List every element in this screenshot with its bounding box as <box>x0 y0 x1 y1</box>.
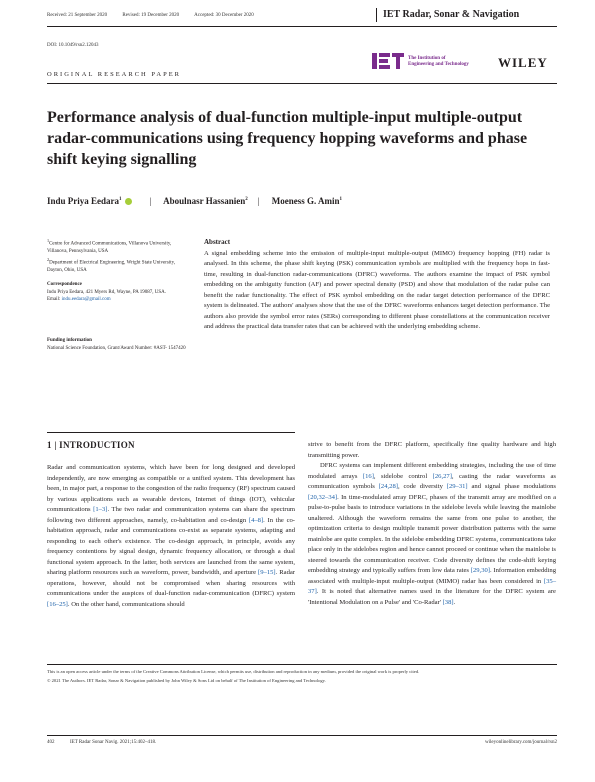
text-run: DFRC systems can implement different embedding strategies, including the use of time modulated arrays <box>308 462 556 480</box>
copyright-text: © 2021 The Authors. IET Radar, Sonar & Navigation published by John Wiley & Sons Ltd on behalf of The Institution of Engineering and Technology. <box>47 678 326 683</box>
text-run: . It is noted that alternative names used in the literature for the DFRC system are 'Intentional Modulation on a Pulse' and 'Co-Radar' <box>308 588 556 606</box>
footer-rule <box>47 735 557 736</box>
author-name: Moeness G. Amin <box>271 196 340 206</box>
funding-block <box>47 337 187 352</box>
citation-link[interactable]: [1–3] <box>93 506 108 513</box>
section-heading: 1 | INTRODUCTION <box>47 440 135 450</box>
submission-dates <box>47 13 377 18</box>
license-footnote <box>47 668 557 684</box>
affiliation-text: Department of Electrical Engineering, Wright State University, Dayton, Ohio, USA <box>47 260 176 274</box>
citation-link[interactable]: [9–15] <box>258 569 276 576</box>
affiliation-text: Centre for Advanced Communications, Villanova University, Villanova, Pennsylvania, USA <box>47 241 172 255</box>
footnote-rule <box>47 664 557 665</box>
paper-title: Performance analysis of dual-function multiple-input multiple-output radar-communications using frequency hopping waveforms and phase shift keying signalling <box>47 109 528 168</box>
text-run: . Information embedding associated with multiple-input multiple-output (MIMO) radar has been considered in <box>308 567 556 585</box>
iet-logo-line2: Engineering and Technology <box>408 62 469 67</box>
body-column-right <box>308 440 556 608</box>
abstract <box>204 237 550 333</box>
affiliation-1 <box>47 237 187 256</box>
author-affiliation-sup: 1 <box>339 197 343 202</box>
header-divider <box>376 8 377 22</box>
iet-logo-text <box>408 56 469 68</box>
citation-link[interactable]: [38] <box>442 598 454 606</box>
author-name: Indu Priya Eedara <box>47 196 120 206</box>
iet-logo-line1: The Institution of <box>408 56 446 61</box>
author-affiliation-sup: 1 <box>119 197 122 202</box>
citation-link[interactable]: [26,27] <box>432 472 452 480</box>
correspondence-address: Indu Priya Eedara, 421 Myers Rd, Wayne, PA 19087, USA. <box>47 289 167 295</box>
citation-link[interactable]: [29–31] <box>446 483 468 490</box>
section-label-rule <box>47 83 557 84</box>
correspondence-heading: Correspondence <box>47 282 82 287</box>
iet-logo-icon <box>372 53 404 69</box>
wiley-logo: WILEY <box>498 55 548 70</box>
journal-name: IET Radar, Sonar & Navigation <box>383 9 520 20</box>
citation-link[interactable]: [4–8] <box>248 516 264 524</box>
page-number: 402 <box>47 740 55 745</box>
text-run: , casting the radar waveforms as communication symbols <box>308 472 556 490</box>
orcid-icon[interactable] <box>125 198 132 205</box>
author-name: Aboulnasr Hassanien <box>163 196 246 206</box>
affiliation-sup: 2 <box>47 257 50 262</box>
text-run: and signal phase modulations <box>467 483 556 490</box>
author-list <box>47 196 342 206</box>
text-run: Radar and communication systems, which have been for long designed and developed independently, are now emerging as compatible or a unified system. This development has been, in major part, a response to the congestion of the radio frequency (RF) spectrum caused by various applications such as wearable devices, Internet of things (IOT), vehicular communications <box>47 464 295 513</box>
affiliation-2 <box>47 256 187 275</box>
email-label: Email: <box>47 297 62 302</box>
citation-link[interactable]: [29,30] <box>470 567 490 574</box>
citation-link[interactable]: [16–25] <box>47 600 68 608</box>
correspondence-email <box>47 296 187 304</box>
journal-url[interactable]: wileyonlinelibrary.com/journal/rsn2 <box>484 740 557 745</box>
paragraph <box>47 463 295 610</box>
citation-link[interactable]: [20,32–34] <box>308 493 338 501</box>
text-run: . In the co-habitation approach, radar and communications co-exist as separate systems, adapting and responding to each other's existence. The co-design approach, in principle, avoids any frequency contentions by signal design, dynamic frequency allocation, or through a dual functional system approach. In the latter, both services are launched from the same system, sharing platform resources such as waveform, power, bandwidth, and aperture <box>47 516 295 576</box>
revised-date: Revised: 19 December 2020 <box>122 13 180 18</box>
license-text: This is an open access article under the terms of the Creative Commons Attribution License, which permits use, distribution and reproduction in any medium, provided the original work is properly cited. <box>47 669 420 674</box>
text-run: , sidelobe control <box>373 472 433 480</box>
abstract-heading: Abstract <box>204 238 231 246</box>
abstract-text: A signal embedding scheme into the emission of multiple-input multiple-output (MIMO) frequency hopping (FH) radar is analysed. In this scheme, the phase shift keying (PSK) communication symbols are multiplied with the frequency hops in fast-time, resulting in dual-function radar-communications (DFRC) waveforms. The authors examine the impact of PSK symbol embedding on the ambiguity function (AF) and power spectral density (PSD) and show that modulation of the radar pulse can benefit the radar functionality. The effect of PSK symbol embedding on the radar target detection performance of the DFRC system is delineated. The authors' analyses show that the use of the DFRC waveforms enhances target detection performance. The authors also provide the symbol error rates (SERs) corresponding to different phase constellations at the communication receiver and address the practical data transfer rates that can be achieved with the underlying embedding scheme. <box>204 249 550 330</box>
citation-link[interactable]: [24,28] <box>378 483 398 490</box>
header-rule <box>47 26 557 27</box>
text-run: , code diversity <box>397 483 447 490</box>
correspondence-block <box>47 281 187 304</box>
received-date: Received: 21 September 2020 <box>47 13 108 18</box>
citation-link[interactable]: [35–37] <box>308 577 556 595</box>
journal-citation: IET Radar Sonar Navig. 2021;15:402–418. <box>70 740 157 745</box>
text-run: . <box>453 598 456 606</box>
funding-text: National Science Foundation, Grant/Award Number: #AST- 1547420 <box>47 345 186 351</box>
funding-heading: Funding information <box>47 338 92 343</box>
citation-link[interactable]: [16] <box>362 472 374 480</box>
text-run: . In time-modulated array DFRC, phases of the transmit array are modified on a pulse-to-pulse basis to introduce variations in the sidelobe levels while leaving the mainlobe unaltered. Although the waveform remains the same from one pulse to another, the optimization criteria to design multiple transmit power distribution patterns with the same mainlobe are quite complex. In the sidelobe embedding DFRC systems, communications take place only in the sidelobes region and hence cannot proceed or continue when the mainlobe is steered towards the communication receiver. Code diversity defines the code-shift keying embedding strategy and typically suffers from low data rates <box>308 493 556 574</box>
author-separator: | <box>149 196 152 206</box>
body-column-left <box>47 463 295 610</box>
text-run: . The two radar and communication systems can share the spectrum following two different approaches, namely, co-habitation and co-design <box>47 506 296 524</box>
paragraph <box>308 461 556 608</box>
text-run: . Radar operations, however, should not be compromised when sharing resources with communications under the auspices of dual-function radar-communication (DFRC) system <box>47 569 295 597</box>
email-link[interactable]: indu.eedara@gmail.com <box>61 297 111 302</box>
text-run: . On the other hand, communications should <box>67 600 185 608</box>
paragraph: strive to benefit from the DFRC platform, specifically fine quality hardware and high transmitting power. <box>308 441 556 459</box>
accepted-date: Accepted: 30 December 2020 <box>194 13 254 18</box>
author-affiliation-sup: 2 <box>245 197 248 202</box>
article-type-label: ORIGINAL RESEARCH PAPER <box>47 71 182 78</box>
author-separator: | <box>257 196 260 206</box>
doi: DOI: 10.1049/rsn2.12043 <box>47 43 99 48</box>
intro-rule <box>47 432 295 433</box>
affiliation-sup: 1 <box>47 238 50 243</box>
